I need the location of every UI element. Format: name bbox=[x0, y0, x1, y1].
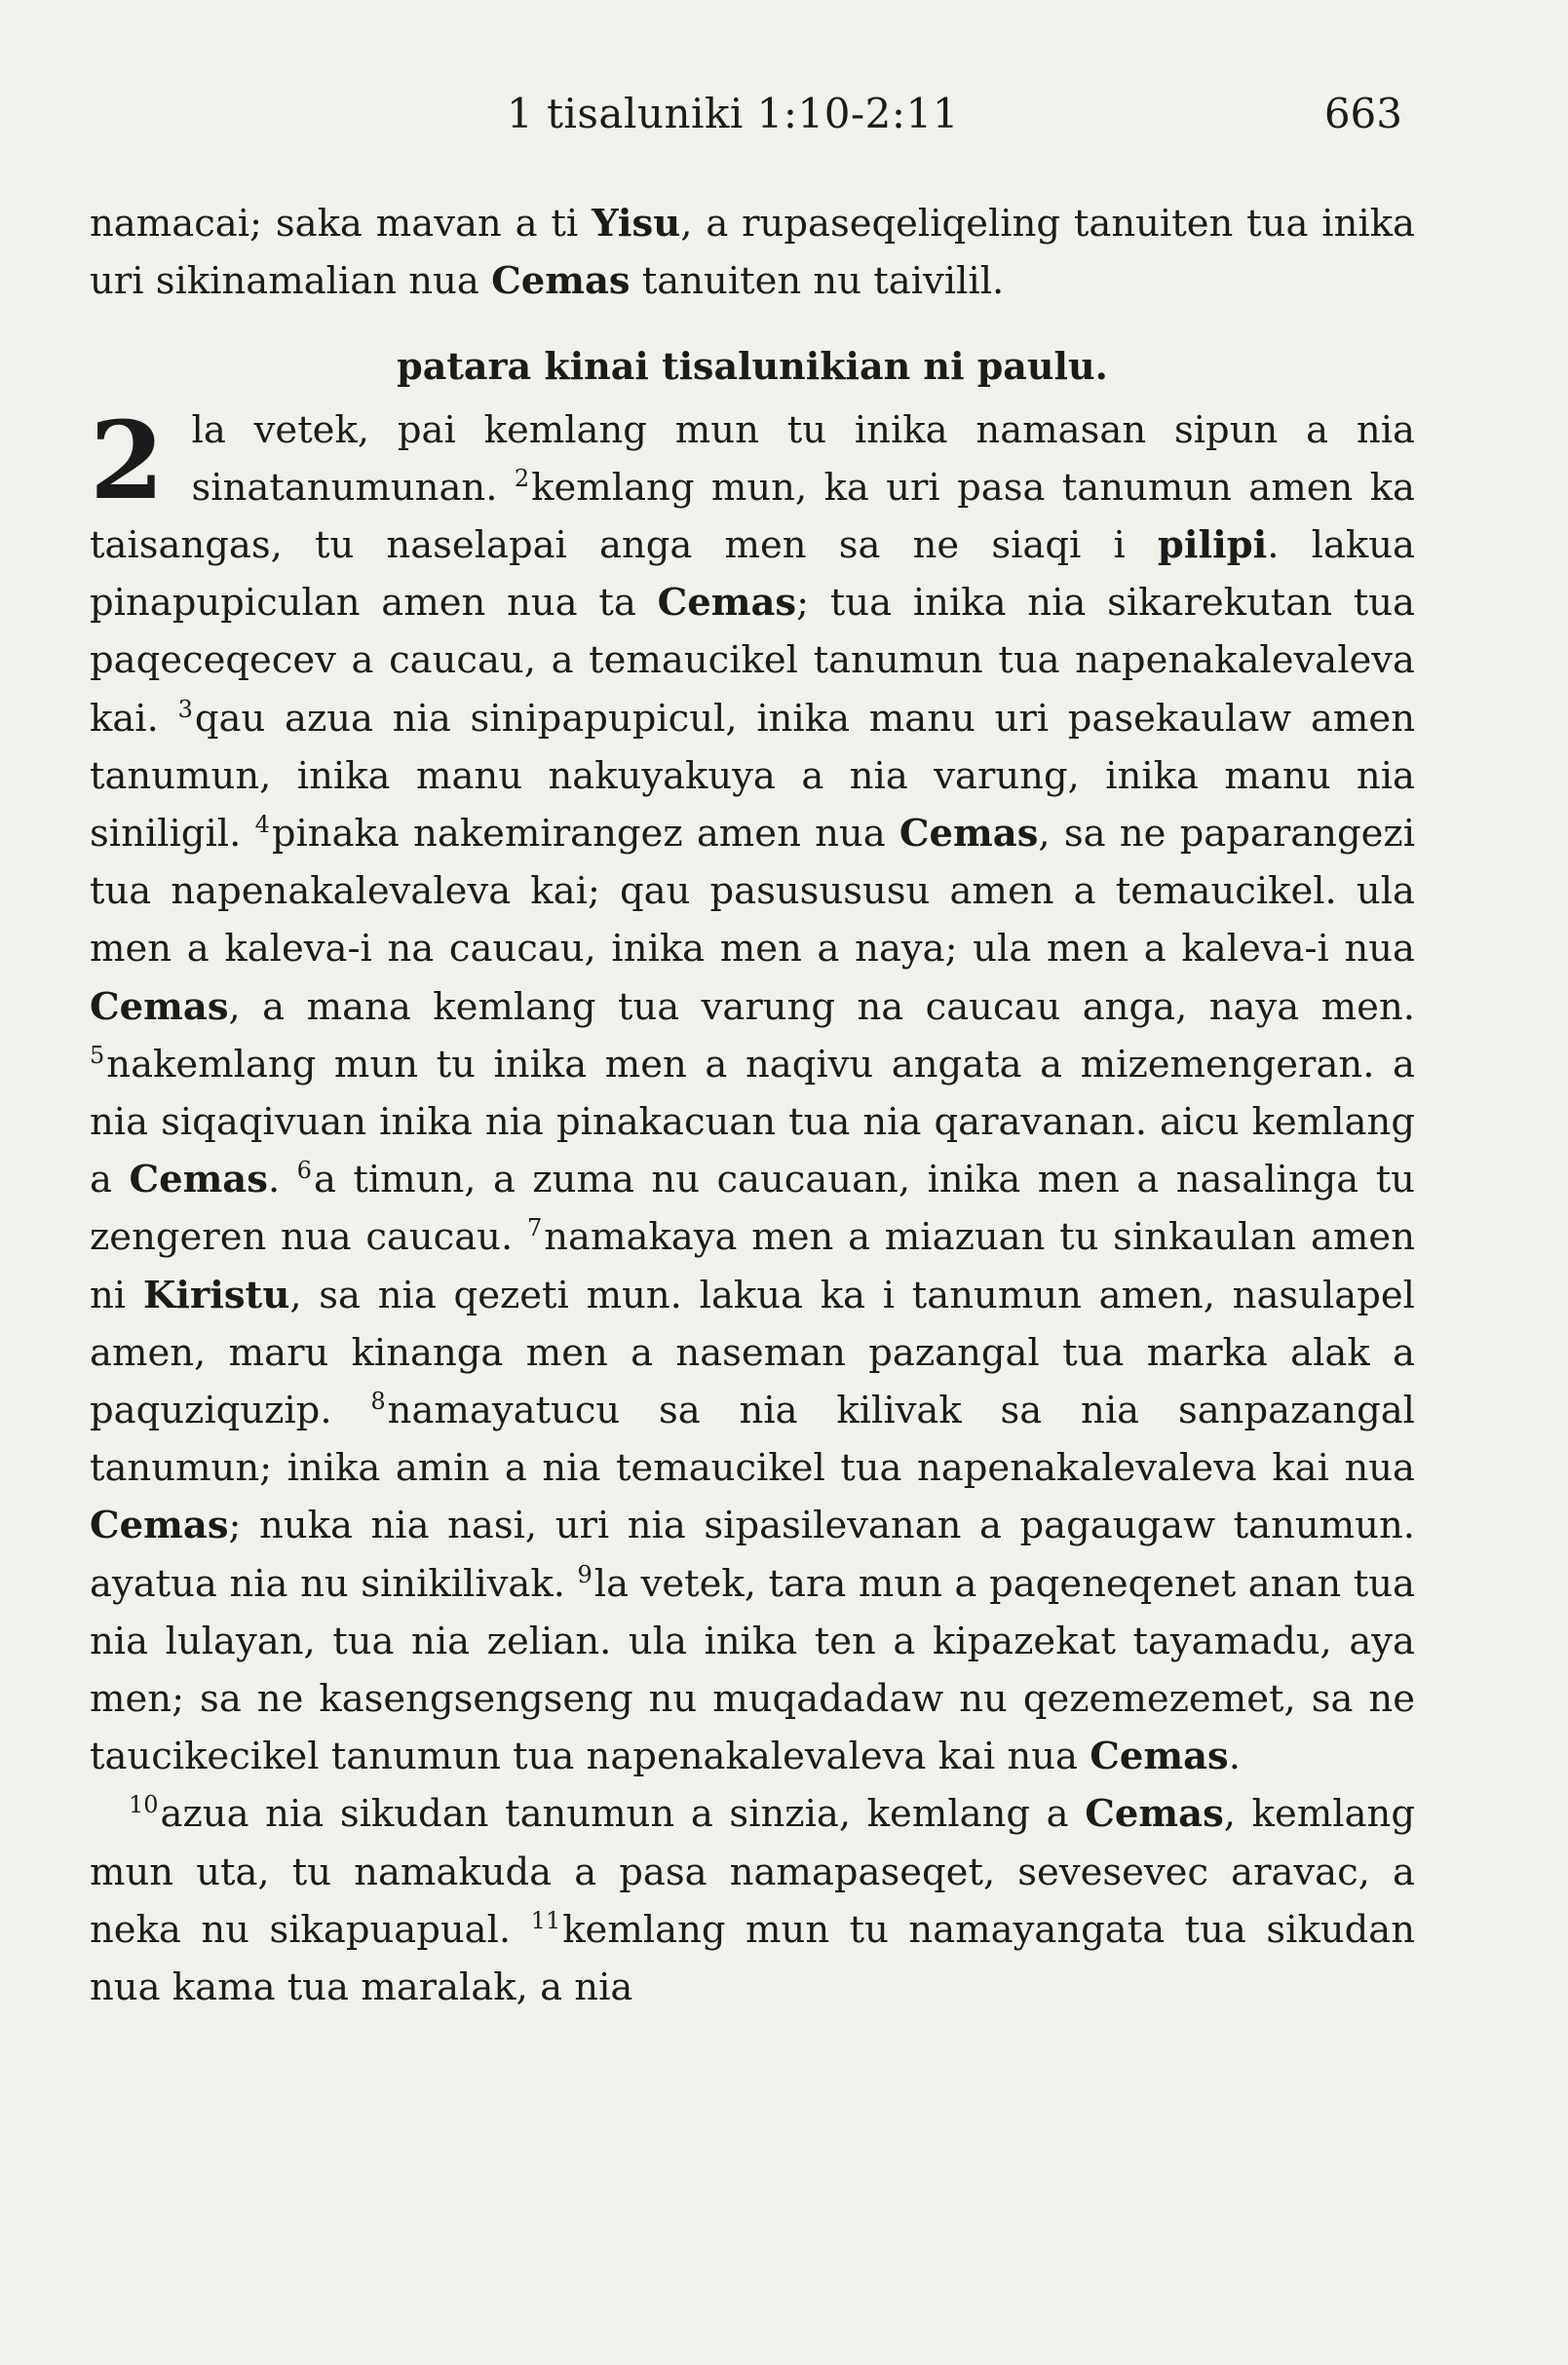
verse-number: 4 bbox=[254, 811, 270, 839]
verse-number: 6 bbox=[296, 1157, 312, 1185]
verse-number: 9 bbox=[577, 1560, 593, 1588]
verse-number: 3 bbox=[177, 695, 193, 723]
section-heading: patara kinai tisalunikian ni paulu. bbox=[397, 344, 1108, 389]
text-run: , a mana kemlang tua varung na caucau anga, naya men. bbox=[228, 984, 1415, 1029]
text-run: la vetek, tara mun a paqeneqenet anan tua nia lulayan, tua nia zelian. ula inika ten a kipazekat tayamadu, aya men; sa ne kasengsengseng nu muqadadaw nu qezemezemet, sa ne taucikecikel tanumun tua napenakalevaleva kai nua bbox=[90, 1561, 1416, 1779]
final-paragraph bbox=[90, 1785, 1415, 2016]
text-run: namayatucu sa nia kilivak sa nia sanpazangal tanumun; inika amin a nia temaucikel tua napenakalevaleva kai nua bbox=[90, 1389, 1415, 1491]
bold-term: Cemas bbox=[1090, 1735, 1229, 1779]
text-run: pinaka nakemirangez amen nua bbox=[271, 812, 899, 857]
bold-term: Cemas bbox=[1085, 1792, 1224, 1837]
verse-number: 2 bbox=[514, 464, 530, 492]
verse-number: 7 bbox=[526, 1214, 543, 1242]
text-run: ; nuka nia nasi, uri nia sipasilevanan a pagaugaw tanumun. ayatua nia nu sinikilivak. bbox=[90, 1504, 1415, 1606]
running-head-title: 1 tisaluniki 1:10-2:11 bbox=[507, 90, 959, 137]
bold-term: Cemas bbox=[899, 812, 1039, 857]
bold-term: Kiristu bbox=[142, 1273, 290, 1317]
text-run: a timun, a zuma nu caucauan, inika men a nasalinga tu zengeren nua caucau. bbox=[90, 1158, 1415, 1260]
text-run: , sa nia qezeti mun. lakua ka i tanumun amen, nasulapel amen, maru kinanga men a naseman pazangal tua marka alak a paquziquzip. bbox=[90, 1273, 1415, 1433]
text-run: kemlang mun tu namayangata tua sikudan nua kama tua maralak, a nia bbox=[90, 1907, 1415, 2010]
text-run: namacai; saka mavan a ti bbox=[90, 202, 593, 246]
bold-term: Cemas bbox=[129, 1158, 268, 1202]
text-run: , a rupaseqeliqeling tanuiten tua inika uri sikinamalian nua bbox=[90, 202, 1415, 304]
text-run: qau azua nia sinipapupicul, inika manu uri pasekaulaw amen tanumun, inika manu nakuyakuya a nia varung, inika manu nia siniligil. bbox=[90, 696, 1416, 857]
chapter-paragraph bbox=[90, 397, 1416, 1786]
verse-number: 10 bbox=[129, 1791, 159, 1819]
text-run: tanuiten nu taivilil. bbox=[630, 259, 1005, 304]
text-body bbox=[90, 195, 1415, 2016]
bold-term: Cemas bbox=[491, 259, 631, 304]
intro-paragraph bbox=[90, 195, 1415, 310]
running-head bbox=[0, 90, 1568, 148]
text-run: , kemlang mun uta, tu namakuda a pasa namapaseqet, sevesevec aravac, a neka nu sikapuapual. bbox=[90, 1792, 1415, 1952]
text-run: nakemlang mun tu inika men a naqivu angata a mizemengeran. a nia siqaqivuan inika nia pinakacuan tua nia qaravanan. aicu kemlang a bbox=[90, 1042, 1415, 1202]
chapter-number: 2 bbox=[90, 397, 165, 523]
chapter-paragraph-text bbox=[90, 397, 1416, 1786]
text-run: namakaya men a miazuan tu sinkaulan amen ni bbox=[90, 1215, 1415, 1317]
page-number: 663 bbox=[1323, 90, 1402, 137]
verse-number: 5 bbox=[90, 1041, 105, 1069]
verse-number: 8 bbox=[370, 1388, 386, 1416]
text-run: . bbox=[1228, 1735, 1241, 1779]
verse-number: 11 bbox=[530, 1906, 561, 1934]
bold-term: Cemas bbox=[90, 984, 229, 1029]
text-run: , sa ne paparangezi tua napenakalevaleva kai; qau pasusususu amen a temaucikel. ula men a kaleva-i na caucau, inika men a naya; ula men a kaleva-i nua bbox=[90, 812, 1416, 972]
bold-term: pilipi bbox=[1157, 523, 1268, 568]
text-run: kemlang mun, ka uri pasa tanumun amen ka taisangas, tu naselapai anga men sa ne siaqi i bbox=[90, 465, 1415, 568]
text-run: la vetek, pai kemlang mun tu inika namasan sipun a nia sinatanumunan. bbox=[191, 407, 1415, 510]
bold-term: Cemas bbox=[657, 581, 797, 626]
text-run: . lakua pinapupiculan amen nua ta bbox=[90, 523, 1415, 626]
text-run: azua nia sikudan tanumun a sinzia, kemlang a bbox=[160, 1792, 1086, 1837]
text-run: . bbox=[267, 1158, 297, 1202]
bold-term: Yisu bbox=[592, 202, 681, 246]
text-run: ; tua inika nia sikarekutan tua paqeceqecev a caucau, a temaucikel tanumun tua napenakalevaleva kai. bbox=[90, 581, 1415, 741]
bold-term: Cemas bbox=[90, 1504, 229, 1548]
